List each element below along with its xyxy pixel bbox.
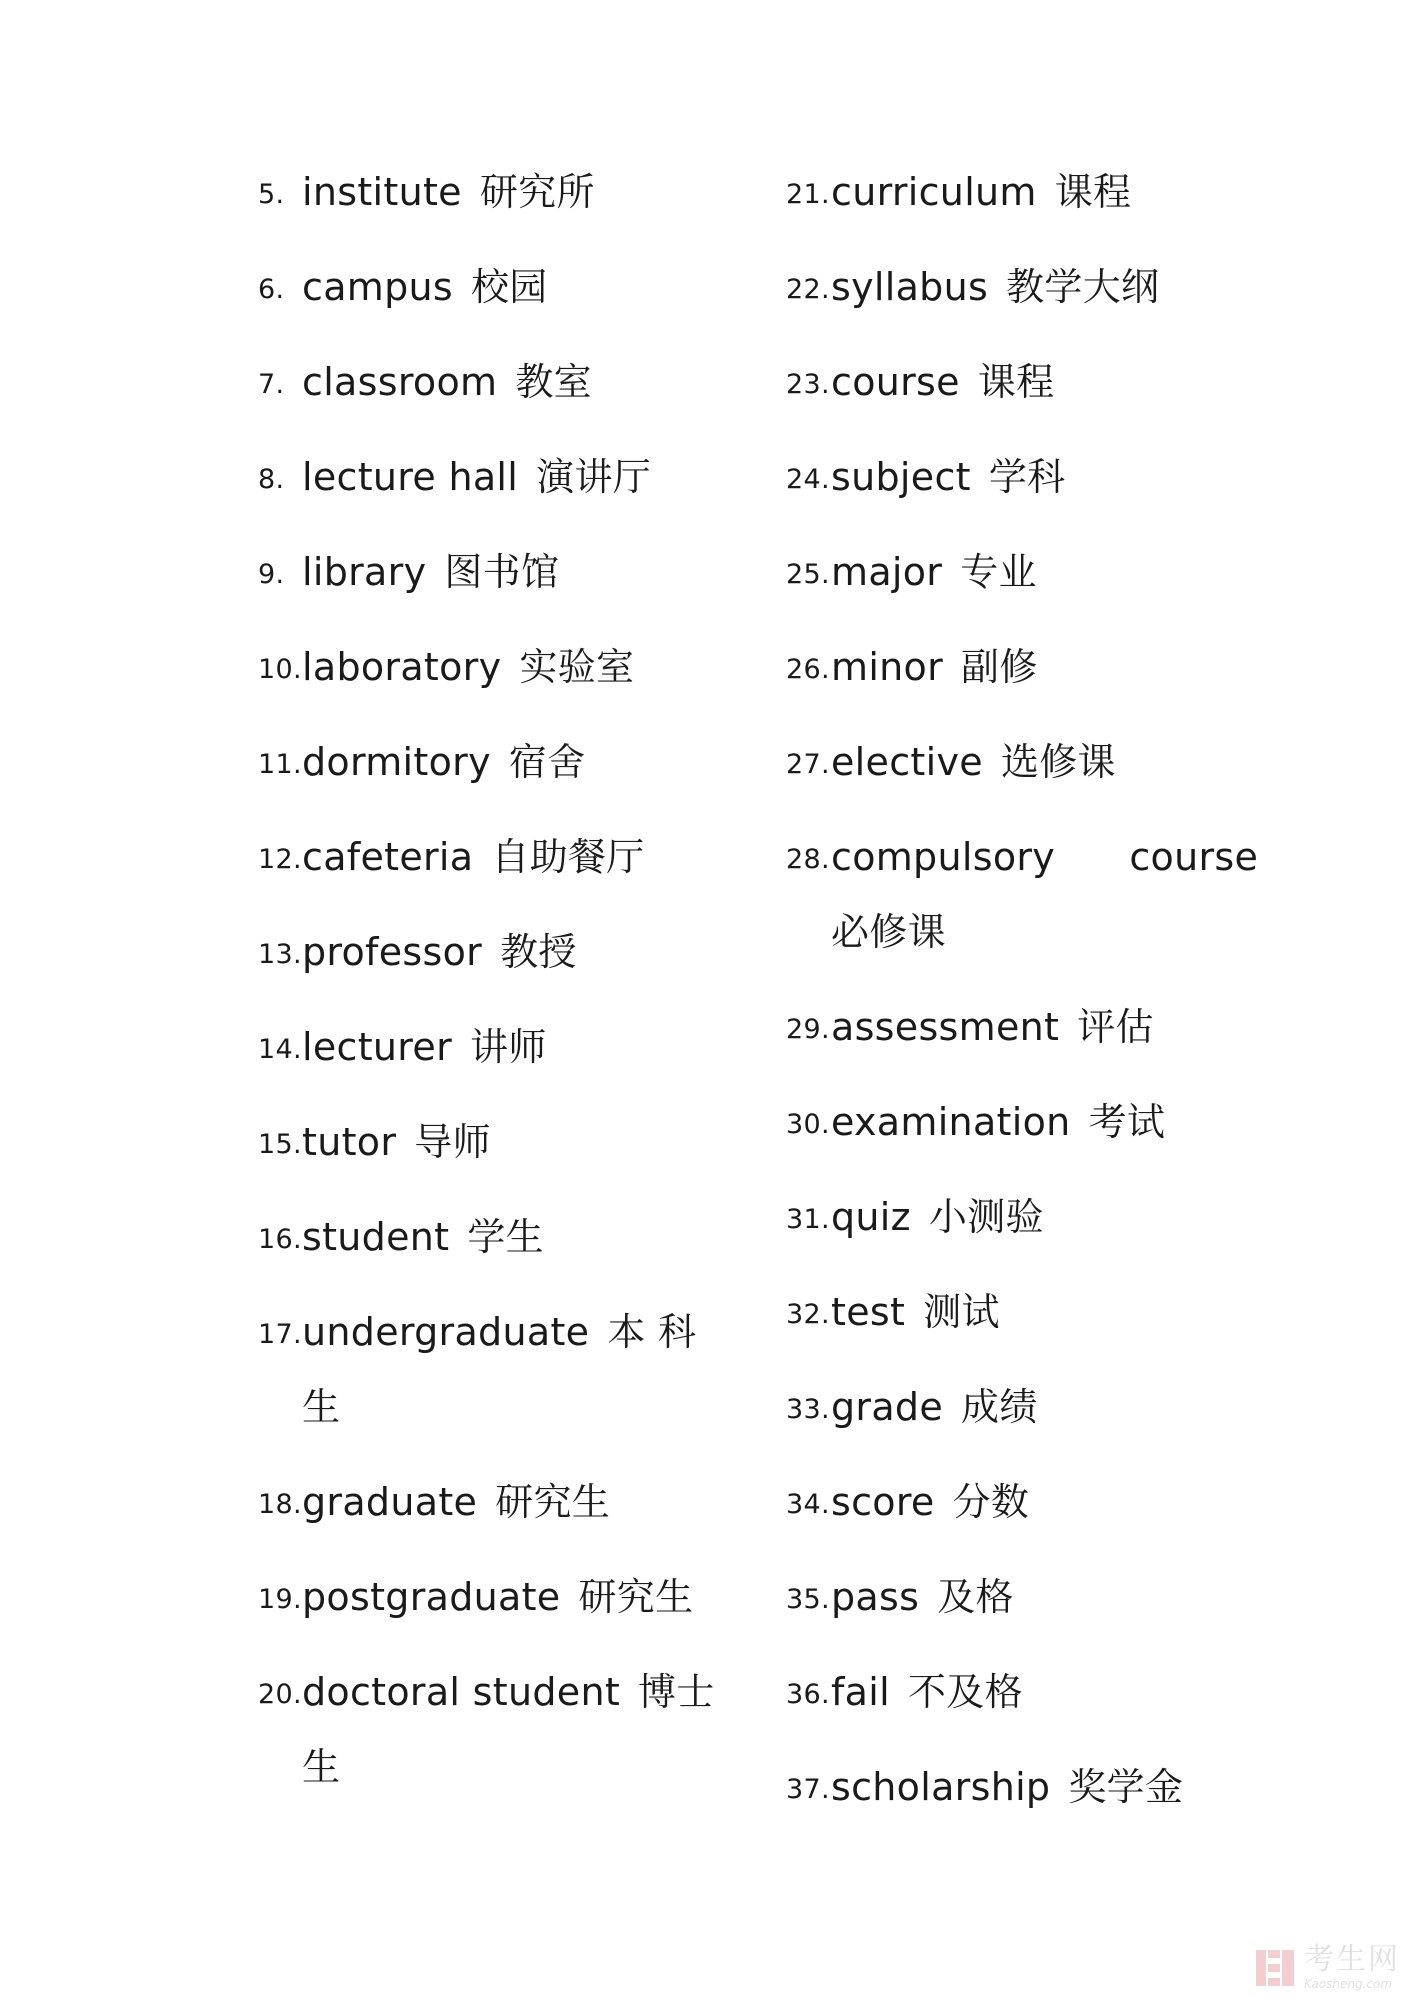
entry-number: 10. — [258, 654, 302, 685]
entry-number: 35. — [786, 1584, 830, 1615]
entry-english-term: doctoral student — [302, 1670, 621, 1714]
vocab-entry — [786, 1007, 1246, 1047]
entry-chinese-term: 学科 — [988, 455, 1066, 499]
kaosheng-logo-icon — [1254, 1946, 1298, 1990]
entry-chinese-term: 研究所 — [479, 170, 595, 214]
entry-english-term: score — [831, 1480, 935, 1524]
entry-chinese-term: 自助餐厅 — [491, 835, 645, 879]
entry-number: 20. — [258, 1679, 302, 1710]
entry-english-term: minor — [831, 645, 944, 689]
vocab-entry — [786, 1577, 1246, 1617]
entry-english-term: curriculum — [831, 170, 1037, 214]
vocab-entry — [258, 1122, 718, 1162]
entry-number: 25. — [786, 559, 830, 590]
entry-english-term: examination — [831, 1100, 1071, 1144]
entry-english-term: cafeteria — [302, 835, 474, 879]
entry-number: 8. — [258, 464, 285, 495]
vocab-entry — [258, 267, 718, 307]
entry-chinese-term: 评估 — [1077, 1005, 1154, 1049]
entry-english-term: fail — [831, 1670, 890, 1714]
entry-english-term: student — [302, 1215, 450, 1259]
vocab-column-right — [786, 170, 1259, 1862]
entry-number: 11. — [258, 749, 302, 780]
entry-number: 26. — [786, 654, 830, 685]
vocab-column-left — [258, 172, 718, 1842]
entry-chinese-term: 教学大纲 — [1006, 265, 1160, 309]
entry-english-term: institute — [302, 170, 462, 214]
entry-number: 33. — [786, 1394, 830, 1425]
entry-english-term: graduate — [302, 1480, 478, 1524]
vocab-entry — [786, 1767, 1246, 1807]
entry-english-term: assessment — [831, 1005, 1060, 1049]
vocab-entry — [258, 362, 718, 402]
vocab-entry — [786, 1102, 1246, 1142]
entry-number: 14. — [258, 1034, 302, 1065]
entry-chinese-term: 课程 — [1054, 170, 1132, 214]
entry-number: 5. — [258, 179, 285, 210]
entry-english-term: professor — [302, 930, 483, 974]
vocab-entry — [786, 647, 1246, 687]
vocab-entry — [786, 1672, 1246, 1712]
entry-number: 15. — [258, 1129, 302, 1160]
vocab-entry — [258, 1577, 718, 1617]
watermark-title: 考生网 — [1304, 1942, 1400, 1977]
entry-number: 28. — [786, 844, 830, 875]
entry-english-term: tutor — [302, 1120, 397, 1164]
entry-chinese-term: 成绩 — [961, 1385, 1038, 1429]
vocab-entry — [258, 837, 718, 877]
vocab-entry — [258, 172, 718, 212]
entry-english-term: dormitory — [302, 740, 491, 784]
entry-chinese-term: 选修课 — [1000, 740, 1116, 784]
vocab-entry — [786, 742, 1246, 782]
entry-chinese-term: 图书馆 — [444, 550, 560, 594]
vocab-entry — [786, 1482, 1246, 1522]
entry-number: 22. — [786, 274, 830, 305]
vocab-entry — [786, 362, 1246, 402]
entry-chinese-term: 小测验 — [928, 1195, 1044, 1239]
watermark — [1254, 1942, 1400, 1991]
entry-number: 17. — [258, 1319, 302, 1350]
vocab-entry — [258, 457, 718, 497]
entry-chinese-term: 导师 — [414, 1120, 491, 1164]
entry-chinese-term: 分数 — [952, 1480, 1030, 1524]
entry-chinese-term-continued: 生 — [302, 1385, 341, 1429]
entry-number: 7. — [258, 369, 285, 400]
entry-chinese-term: 奖学金 — [1068, 1765, 1184, 1809]
entry-chinese-term: 课程 — [977, 360, 1055, 404]
entry-number: 21. — [786, 179, 830, 210]
vocab-entry — [258, 1482, 718, 1522]
vocab-entry — [786, 457, 1246, 497]
entry-english-term: campus — [302, 265, 453, 309]
vocab-entry — [258, 1312, 718, 1427]
entry-chinese-term: 实验室 — [519, 645, 635, 689]
entry-number: 23. — [786, 369, 830, 400]
entry-chinese-term-continued: 生 — [302, 1745, 341, 1789]
entry-english-term: lecturer — [302, 1025, 453, 1069]
vocab-entry — [786, 1292, 1246, 1332]
entry-chinese-term: 及格 — [937, 1575, 1014, 1619]
vocab-entry — [258, 1027, 718, 1067]
entry-english-term: scholarship — [831, 1765, 1051, 1809]
entry-chinese-term: 研究生 — [495, 1480, 611, 1524]
entry-chinese-term: 本 科 — [607, 1310, 697, 1354]
vocab-entry — [786, 552, 1246, 592]
entry-chinese-term: 宿舍 — [508, 740, 586, 784]
entry-chinese-term: 测试 — [923, 1290, 1000, 1334]
entry-chinese-term: 研究生 — [578, 1575, 694, 1619]
entry-english-term: syllabus — [831, 265, 989, 309]
entry-number: 9. — [258, 559, 285, 590]
entry-number: 27. — [786, 749, 830, 780]
entry-english-term: quiz — [831, 1195, 911, 1239]
entry-chinese-term: 教授 — [500, 930, 577, 974]
entry-number: 36. — [786, 1679, 830, 1710]
entry-number: 24. — [786, 464, 830, 495]
entry-english-term: grade — [831, 1385, 944, 1429]
vocab-entry — [258, 1217, 718, 1257]
entry-number: 19. — [258, 1584, 302, 1615]
vocab-entry — [786, 267, 1246, 307]
vocab-entry — [786, 1387, 1246, 1427]
entry-number: 31. — [786, 1204, 830, 1235]
entry-chinese-term: 副修 — [961, 645, 1038, 689]
entry-chinese-term: 教室 — [515, 360, 592, 404]
entry-english-term: laboratory — [302, 645, 502, 689]
entry-chinese-term: 博士 — [638, 1670, 715, 1714]
entry-number: 37. — [786, 1774, 830, 1805]
entry-chinese-term: 演讲厅 — [536, 455, 652, 499]
entry-chinese-term-continued: 必修课 — [831, 910, 946, 954]
entry-chinese-term: 校园 — [471, 265, 548, 309]
vocab-entry — [786, 1197, 1246, 1237]
entry-number: 29. — [786, 1014, 830, 1045]
entry-english-term: lecture hall — [302, 455, 519, 499]
entry-chinese-term: 专业 — [960, 550, 1037, 594]
entry-number: 16. — [258, 1224, 302, 1255]
entry-number: 30. — [786, 1109, 830, 1140]
entry-english-term: elective — [831, 740, 983, 784]
entry-chinese-term: 讲师 — [470, 1025, 547, 1069]
vocab-entry — [258, 1672, 718, 1787]
entry-english-term: test — [831, 1290, 906, 1334]
entry-number: 32. — [786, 1299, 830, 1330]
entry-number: 34. — [786, 1489, 830, 1520]
vocab-entry — [258, 932, 718, 972]
entry-english-term: classroom — [302, 360, 498, 404]
entry-english-term: course — [831, 360, 960, 404]
entry-english-term: subject — [831, 455, 971, 499]
entry-number: 6. — [258, 274, 285, 305]
entry-english-term: major — [831, 550, 943, 594]
vocab-entry — [258, 742, 718, 782]
entry-number: 12. — [258, 844, 302, 875]
entry-chinese-term: 不及格 — [907, 1670, 1023, 1714]
entry-english-term: library — [302, 550, 427, 594]
entry-english-term: undergraduate — [302, 1310, 590, 1354]
entry-number: 13. — [258, 939, 302, 970]
watermark-subtitle: Kaosheng.com — [1304, 1977, 1393, 1991]
entry-number: 18. — [258, 1489, 302, 1520]
entry-english-term: compulsory course — [831, 835, 1259, 879]
entry-english-term: postgraduate — [302, 1575, 561, 1619]
entry-chinese-term: 学生 — [467, 1215, 544, 1259]
vocab-entry — [258, 552, 718, 592]
vocab-entry — [258, 647, 718, 687]
vocab-entry — [786, 835, 1259, 954]
vocab-entry — [786, 172, 1246, 212]
entry-chinese-term: 考试 — [1088, 1100, 1166, 1144]
entry-english-term: pass — [831, 1575, 920, 1619]
